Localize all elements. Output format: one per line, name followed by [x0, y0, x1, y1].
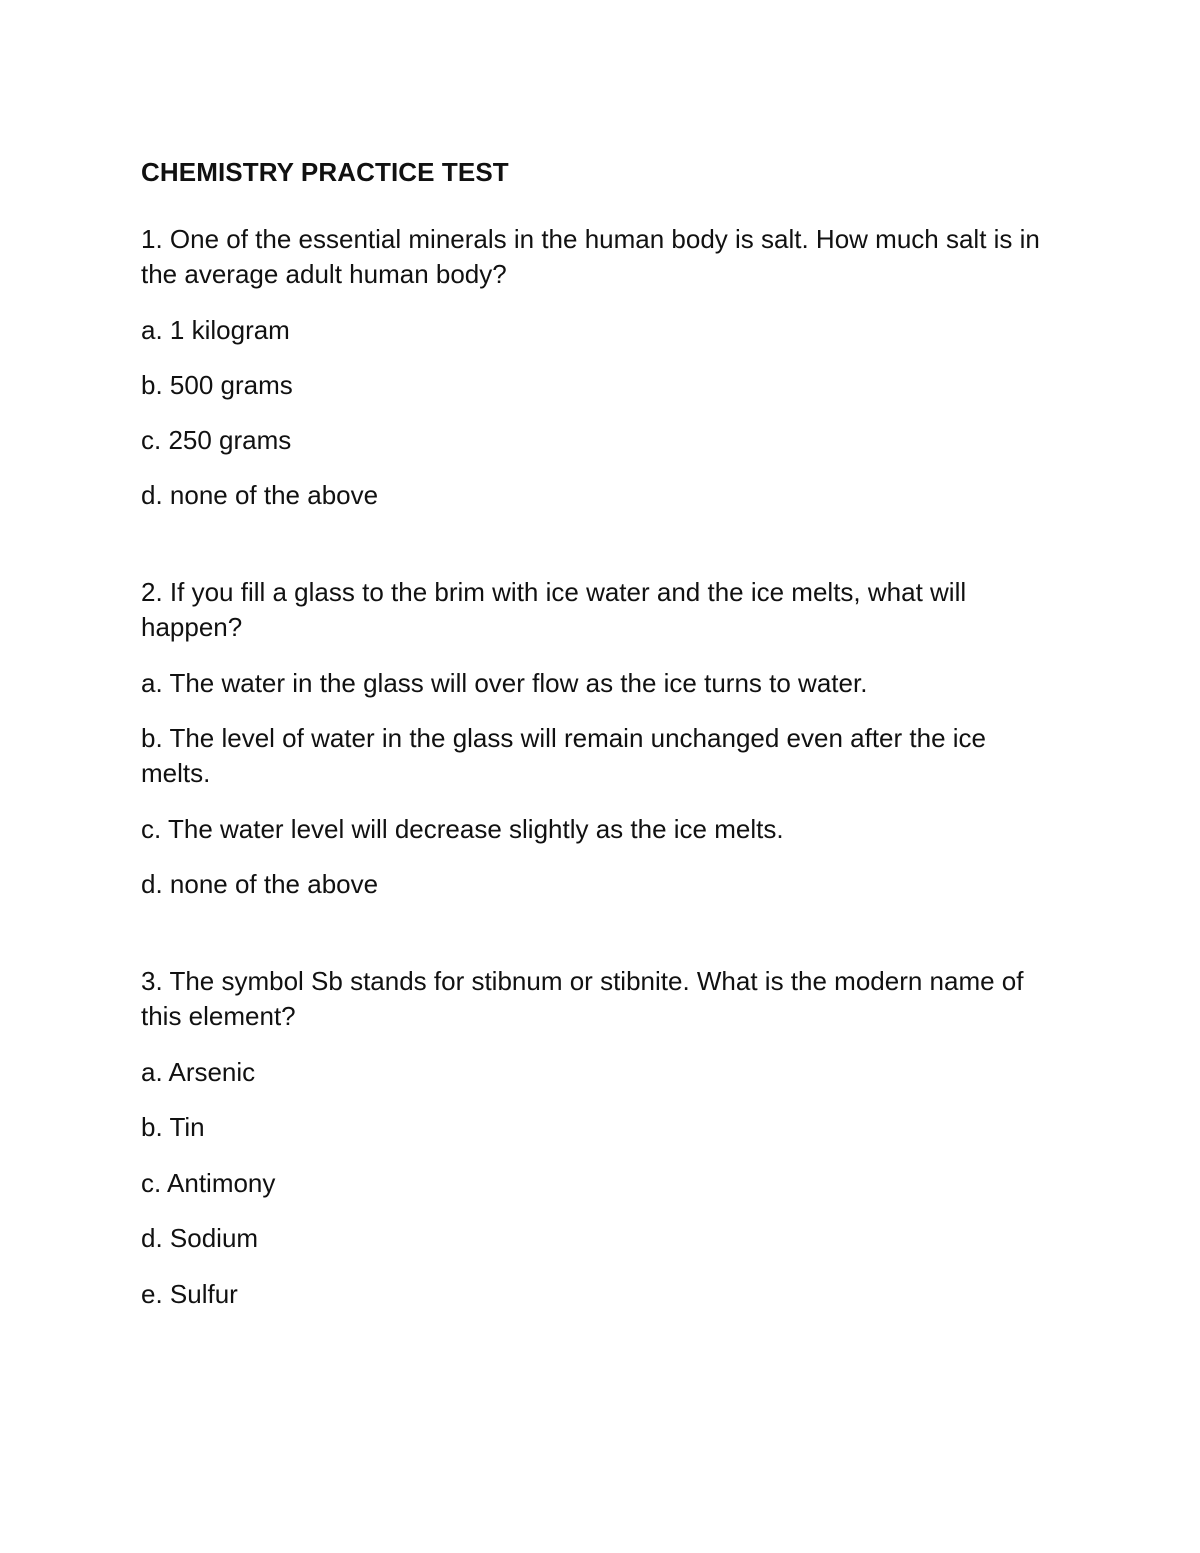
- question-1-option-d: d. none of the above: [141, 480, 379, 510]
- question-3-option-e: e. Sulfur: [141, 1279, 238, 1309]
- question-3-option-d: d. Sodium: [141, 1223, 259, 1253]
- question-2-text: 2. If you fill a glass to the brim with ice water and the ice melts, what will happen?: [141, 577, 967, 642]
- question-1-option-a: a. 1 kilogram: [141, 315, 290, 345]
- question-2-option-a: a. The water in the glass will over flow as the ice turns to water.: [141, 668, 868, 698]
- question-1-text: 1. One of the essential minerals in the human body is salt. How much salt is in the average adult human body?: [141, 224, 1040, 289]
- question-2-option-d: d. none of the above: [141, 869, 379, 899]
- question-2-option-b: b. The level of water in the glass will remain unchanged even after the ice melts.: [141, 723, 986, 788]
- question-1-option-b: b. 500 grams: [141, 370, 293, 400]
- question-3-option-b: b. Tin: [141, 1112, 205, 1142]
- page-title: CHEMISTRY PRACTICE TEST: [141, 157, 509, 187]
- question-3-option-a: a. Arsenic: [141, 1057, 256, 1087]
- question-1-option-c: c. 250 grams: [141, 425, 292, 455]
- question-3-option-c: c. Antimony: [141, 1168, 276, 1198]
- question-2-option-c: c. The water level will decrease slightly as the ice melts.: [141, 814, 784, 844]
- question-3-text: 3. The symbol Sb stands for stibnum or stibnite. What is the modern name of this element?: [141, 966, 1024, 1031]
